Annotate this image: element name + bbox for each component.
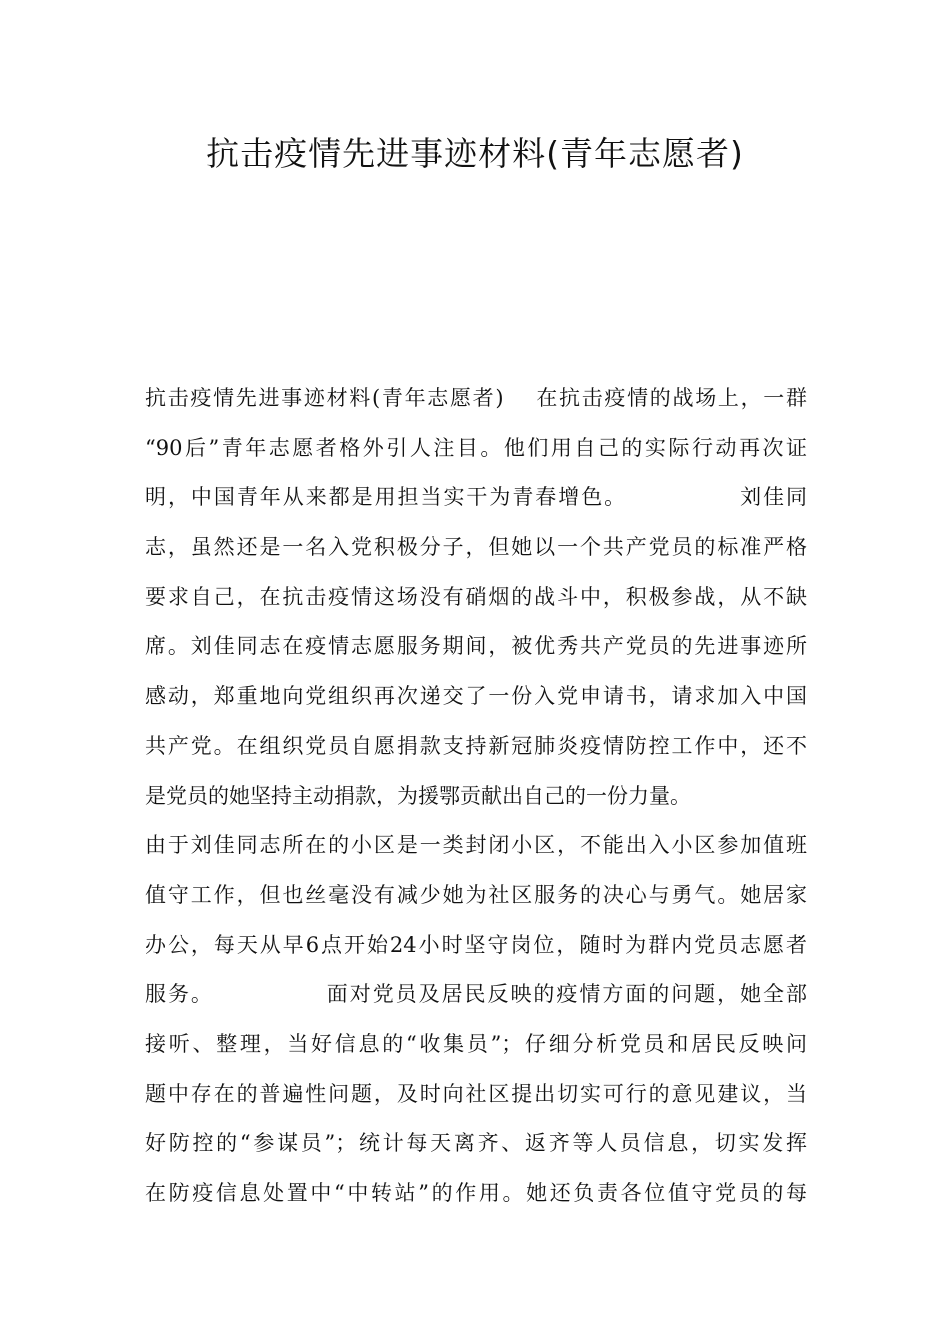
body-line: 共产党。在组织党员自愿捐款支持新冠肺炎疫情防控工作中，还不 — [145, 733, 807, 758]
body-line: 感动，郑重地向党组织再次递交了一份入党申请书，请求加入中国 — [145, 684, 807, 709]
body-line: “90后”青年志愿者格外引人注目。他们用自己的实际行动再次证 — [145, 435, 807, 460]
body-line: 接听、整理，当好信息的“收集员”；仔细分析党员和居民反映问 — [145, 1031, 807, 1056]
body-line: 是党员的她坚持主动捐款，为援鄂贡献出自己的一份力量。 — [145, 783, 691, 808]
body-line: 抗击疫情先进事迹材料(青年志愿者) 在抗击疫情的战场上，一群 — [145, 386, 807, 410]
body-line: 志，虽然还是一名入党积极分子，但她以一个共产党员的标准严格 — [145, 535, 807, 560]
body-line: 好防控的“参谋员”；统计每天离齐、返齐等人员信息，切实发挥 — [145, 1131, 807, 1156]
body-line: 值守工作，但也丝毫没有减少她为社区服务的决心与勇气。她居家 — [145, 882, 807, 907]
body-line: 明，中国青年从来都是用担当实干为青春增色。 刘佳同 — [145, 485, 807, 510]
document-title: 抗击疫情先进事迹材料(青年志愿者) — [206, 134, 744, 173]
body-line: 服务。 面对党员及居民反映的疫情方面的问题，她全部 — [145, 982, 807, 1007]
document-body — [145, 374, 807, 1219]
body-line: 席。刘佳同志在疫情志愿服务期间，被优秀共产党员的先进事迹所 — [145, 634, 807, 659]
body-line: 题中存在的普遍性问题，及时向社区提出切实可行的意见建议，当 — [145, 1081, 807, 1106]
body-line: 办公，每天从早6点开始24小时坚守岗位，随时为群内党员志愿者 — [145, 932, 807, 957]
body-line: 在防疫信息处置中“中转站”的作用。她还负责各位值守党员的每 — [145, 1181, 807, 1205]
body-line: 由于刘佳同志所在的小区是一类封闭小区，不能出入小区参加值班 — [145, 833, 807, 858]
body-line: 要求自己，在抗击疫情这场没有硝烟的战斗中，积极参战，从不缺 — [145, 584, 807, 609]
